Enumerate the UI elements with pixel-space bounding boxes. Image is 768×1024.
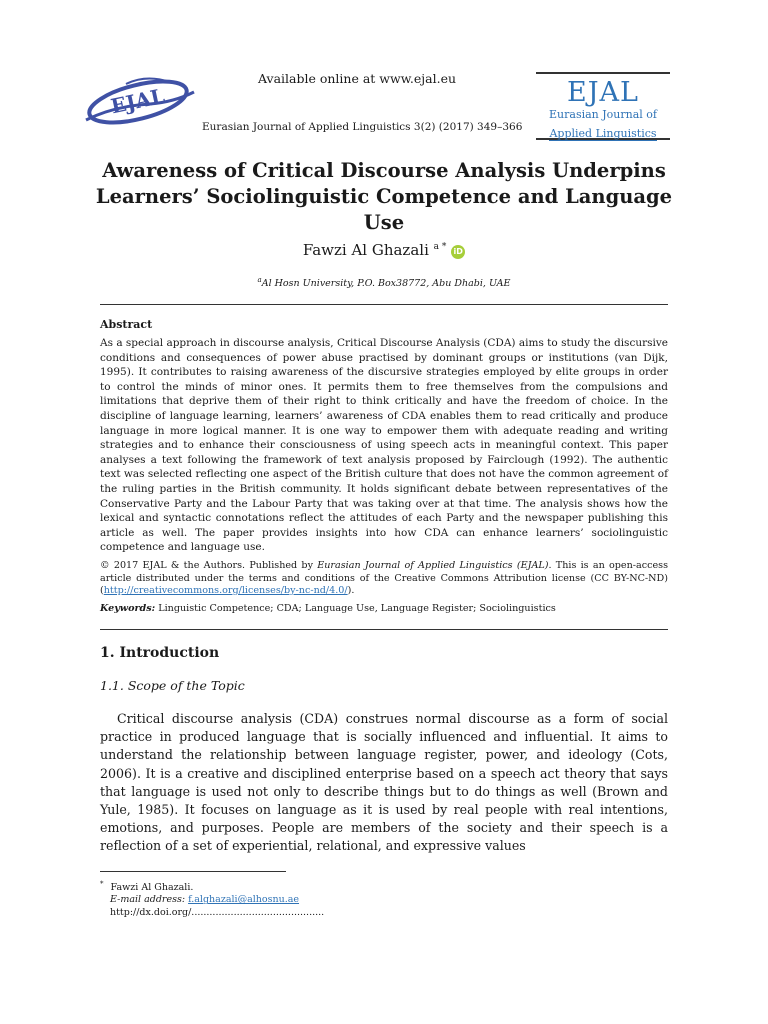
footnote [100, 878, 324, 919]
copyright-journal: Eurasian Journal of Applied Linguistics (EJAL) [317, 560, 549, 571]
orcid-icon[interactable]: iD [451, 245, 465, 259]
divider [100, 304, 668, 305]
email-label: E-mail address: [110, 894, 186, 906]
available-online: Available online at www.ejal.eu [258, 71, 457, 86]
copyright-part2: . This is an open-access article distributed under the terms and conditions of the Creative Commons Attribution license (CC BY-NC-ND) ( [100, 560, 668, 596]
journal-citation: Eurasian Journal of Applied Linguistics 3(2) (2017) 349–366 [202, 121, 523, 133]
email-link[interactable]: f.alghazali@alhosnu.ae [188, 894, 300, 906]
subsection-heading: 1.1. Scope of the Topic [100, 678, 245, 693]
author-marks: a * [433, 242, 447, 252]
badge-title: EJAL [567, 77, 639, 108]
footnote-name: Fawzi Al Ghazali. [110, 882, 194, 894]
paper-title: Awareness of Critical Discourse Analysis Underpins Learners’ Sociolinguistic Competence and Language Use [95, 159, 673, 234]
abstract-text: As a special approach in discourse analysis, Critical Discourse Analysis (CDA) aims to study the discursive conditions and consequences of power abuse practised by dominant groups or institutions (van Dijk, 1995). It contributes to raising awareness of the discursive strategies employed by elite groups in order to control the minds of minor ones. It permits them to free themselves from the compulsions and limitations that deprive them of their right to think critically and have the freedom of choice. In the discipline of language learning, learners’ awareness of CDA enables them to read critically and produce language in more logical manner. It is one way to empower them with adequate reading and writing strategies and to enhance their consciousness of using speech acts in meaningful context. This paper analyses a text following the framework of text analysis proposed by Fairclough (1992). The authentic text was selected reflecting one aspect of the British culture that does not have the common agreement of the ruling parties in the British community. It holds significant debate between representatives of the Conservative Party and the Labour Party that was taking over at that time. The analysis shows how the lexical and syntactic connotations reflect the attitudes of each Party and the newspaper publishing this article as well. The paper provides insights into how CDA can enhance learners’ sociolinguistic competence and language use. [100, 337, 668, 554]
footnote-mark: * [100, 880, 104, 888]
divider [100, 629, 668, 630]
abstract-heading: Abstract [100, 318, 153, 331]
copyright-part3: ). [347, 585, 355, 596]
copyright-notice [100, 560, 668, 598]
keywords-label: Keywords: [100, 603, 156, 614]
keywords-text: Linguistic Competence; CDA; Language Use, Language Register; Sociolinguistics [158, 603, 556, 614]
journal-badge [536, 72, 670, 140]
license-link[interactable]: http://creativecommons.org/licenses/by-nc-nd/4.0/ [103, 585, 348, 596]
section-heading: 1. Introduction [100, 645, 220, 661]
logo-text: EJAL [108, 83, 167, 119]
footnote-rule [100, 871, 286, 872]
affiliation [0, 276, 768, 289]
doi-link: http://dx.doi.org/............................................ [110, 906, 325, 918]
author-line [0, 241, 768, 259]
badge-sub2: Applied Linguistics [549, 127, 657, 140]
author-name: Fawzi Al Ghazali [302, 241, 429, 259]
badge-sub1: Eurasian Journal of [549, 108, 657, 121]
affil-text: Al Hosn University, P.O. Box38772, Abu Dhabi, UAE [261, 278, 511, 290]
ejal-logo [74, 62, 202, 142]
keywords [100, 603, 668, 614]
copyright-part1: © 2017 EJAL & the Authors. Published by [100, 560, 318, 571]
affil-mark: a [257, 276, 262, 284]
body-paragraph: Critical discourse analysis (CDA) construes normal discourse as a form of social practice in produced language that is socially influenced and influential. It aims to understand the relationship between language register, power, and ideology (Cots, 2006). It is a creative and disciplined enterprise based on a speech act theory that says that language is used not only to describe things but to do things as well (Brown and Yule, 1985). It focuses on language as it is used by real people with real intentions, emotions, and purposes. People are members of the society and their speech is a reflection of a set of experiential, relational, and expressive values [100, 711, 668, 854]
